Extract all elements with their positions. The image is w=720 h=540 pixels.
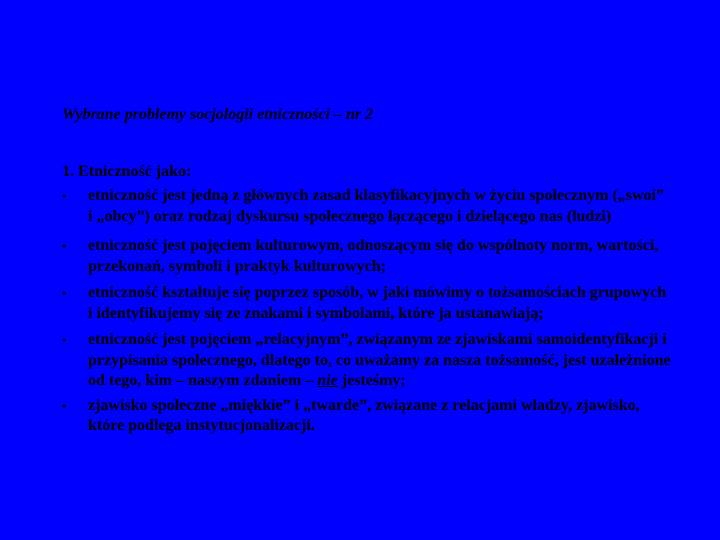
bullet-text: etniczność kształtuje się poprzez sposób, w jaki mówimy o tożsamościach grupowych i identyfikujemy się ze znakami i symbolami, które ja ustanawiają;	[88, 284, 667, 322]
bullet-text-part: jesteśmy;	[337, 372, 406, 389]
bullet-text	[88, 331, 671, 389]
bullet-text: etniczność jest pojęciem kulturowym, odnoszącym się do wspólnoty norm, wartości, przekonań, symboli i praktyk kulturowych;	[88, 237, 659, 275]
bullet-item	[62, 396, 672, 437]
section-heading: 1. Etniczność jako:	[62, 163, 192, 180]
bullet-text: zjawisko społeczne „miękkie” i „twarde”, związane z relacjami władzy, zjawisko, które podlega instytucjonalizacji.	[88, 396, 640, 434]
bullet-icon: •	[62, 189, 67, 203]
slide-subtitle: Wybrane problemy socjologii etniczności – nr 2	[62, 106, 374, 123]
bullet-item	[62, 283, 672, 324]
bullet-icon: •	[62, 286, 67, 300]
bullet-list	[62, 186, 672, 437]
bullet-icon: •	[62, 333, 67, 347]
bullet-item	[62, 236, 672, 277]
bullet-text: etniczność jest jedną z głównych zasad klasyfikacyjnych w życiu społecznym („swoi” i „obcy”) oraz rodzaj dyskursu społecznego łączącego i dzielącego nas (ludzi)	[88, 187, 664, 225]
bullet-item	[62, 330, 672, 392]
bullet-text-part: etniczność jest pojęciem „relacyjnym”, związanym ze zjawiskami samoidentyfikacji i przypisania społecznego, dlatego to, co uważamy za nasza tożsamość, jest uzależnione od tego, kim – naszym zdaniem –	[88, 331, 671, 389]
bullet-icon: •	[62, 239, 67, 253]
emphasized-word: nie	[317, 372, 338, 389]
bullet-icon: •	[62, 398, 67, 413]
bullet-item	[62, 186, 672, 227]
